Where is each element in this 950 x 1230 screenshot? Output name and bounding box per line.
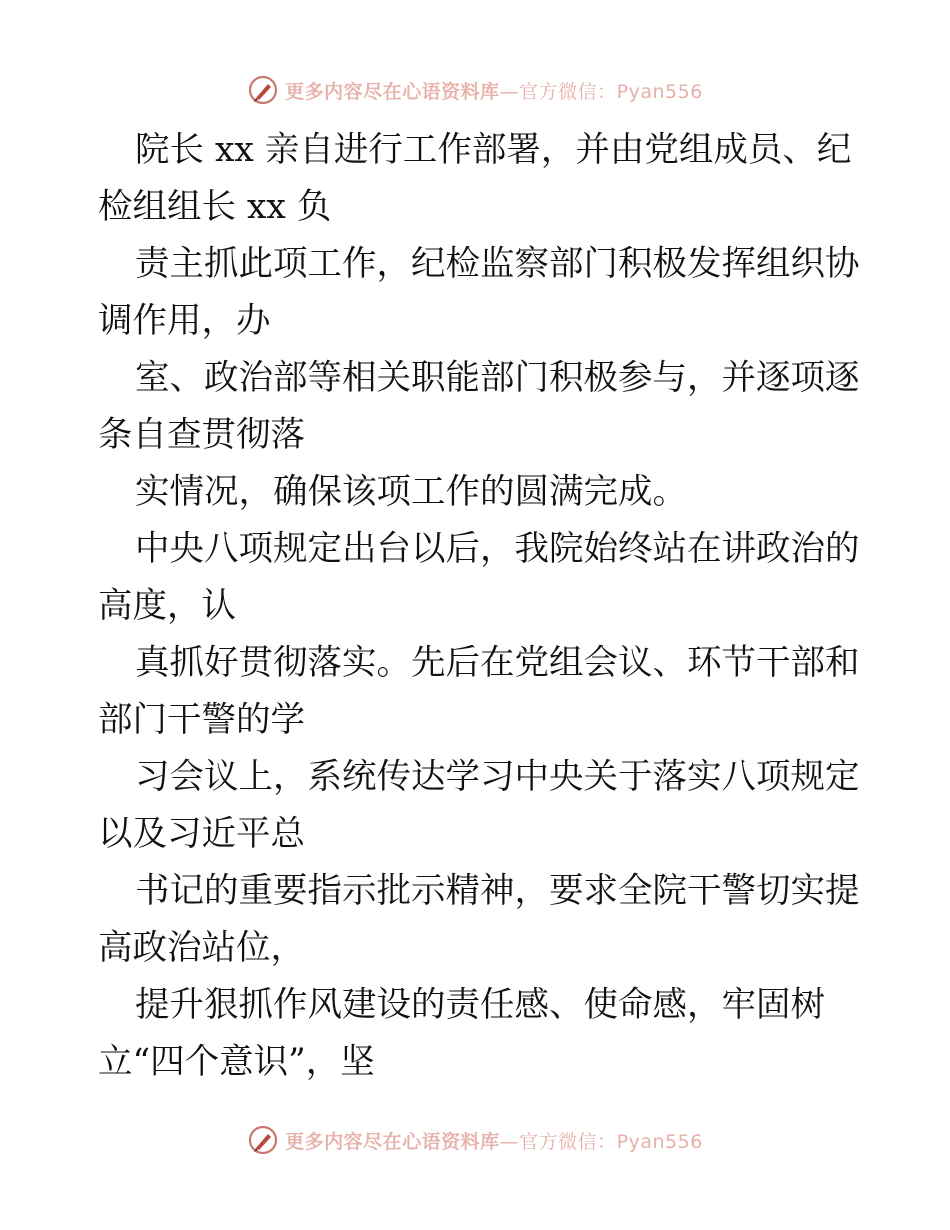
text-line: 检组组长 xx 负 (98, 187, 332, 227)
watermark-text: 更多内容尽在心语资料库—官方微信：Pyan556 (285, 80, 703, 103)
text-line: 高政治站位， (98, 928, 305, 968)
text-line: 立“四个意识”，坚 (98, 1042, 375, 1082)
text-line: 条自查贯彻落 (98, 415, 305, 455)
text-line: 室、政治部等相关职能部门积极参与，并逐项逐 (135, 358, 860, 398)
document-body (98, 122, 858, 1091)
text-line: 责主抓此项工作，纪检监察部门积极发挥组织协 (135, 244, 860, 284)
text-line: 调作用，办 (98, 301, 271, 341)
header-watermark (0, 70, 950, 110)
text-line: 书记的重要指示批示精神，要求全院干警切实提 (135, 871, 860, 911)
text-line: 提升狠抓作风建设的责任感、使命感，牢固树 (135, 985, 825, 1025)
pen-logo-icon (247, 1124, 279, 1156)
text-line: 以及习近平总 (98, 814, 305, 854)
text-line: 中央八项规定出台以后，我院始终站在讲政治的 (135, 529, 860, 569)
text-line: 高度，认 (98, 586, 236, 626)
text-line: 部门干警的学 (98, 700, 305, 740)
pen-logo-icon (247, 74, 279, 106)
text-line: 院长 xx 亲自进行工作部署，并由党组成员、纪 (135, 130, 852, 170)
footer-watermark (0, 1120, 950, 1160)
watermark-text: 更多内容尽在心语资料库—官方微信：Pyan556 (285, 1130, 703, 1153)
text-line: 习会议上，系统传达学习中央关于落实八项规定 (135, 757, 860, 797)
text-line: 实情况，确保该项工作的圆满完成。 (135, 472, 687, 512)
text-line: 真抓好贯彻落实。先后在党组会议、环节干部和 (135, 643, 860, 683)
